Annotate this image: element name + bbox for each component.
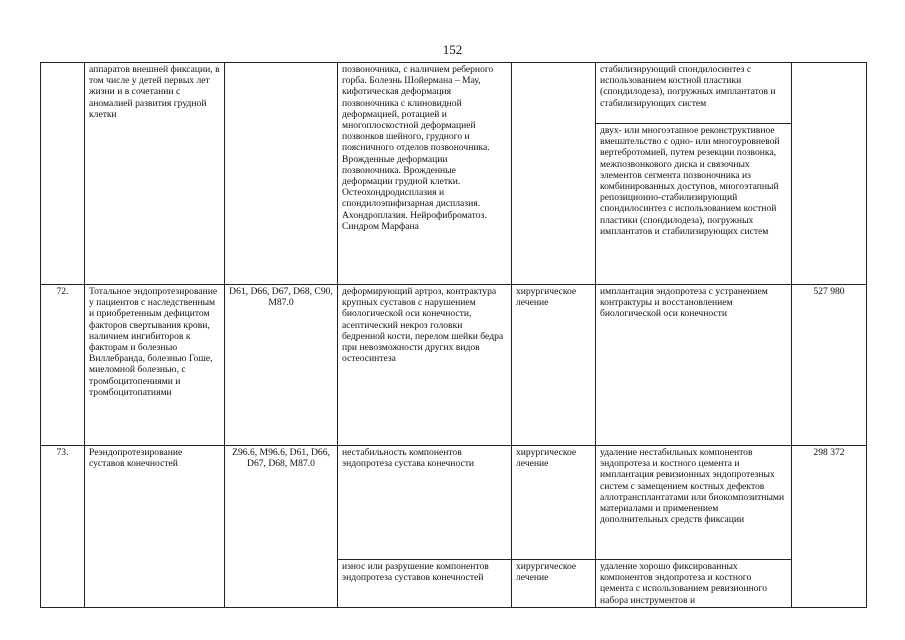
icd-codes-cell [225, 63, 338, 285]
icd-codes-cell: D61, D66, D67, D68, C90, M87.0 [225, 285, 338, 446]
patient-model-cell: нестабильность компонентов эндопротеза сустава конечности [338, 446, 512, 560]
table-row-72 [41, 285, 867, 446]
procedure-name-cell: аппаратов внешней фиксации, в том числе у детей первых лет жизни и в сочетании с аномалией развития грудной клетки [85, 63, 225, 285]
treatment-type-cell: хирургическое лечение [512, 446, 596, 560]
table-row-73 [41, 446, 867, 560]
price-cell [792, 63, 867, 285]
row-number-cell [41, 63, 85, 285]
treatment-method-cell: имплантация эндопротеза с устранением контрактуры и восстановлением биологической оси конечности [596, 285, 792, 446]
price-cell: 298 372 [792, 446, 867, 608]
row-number-cell: 73. [41, 446, 85, 608]
treatment-method-cell: двух- или многоэтапное реконструктивное вмешательство с одно- или многоуровневой вертебротомией, путем резекции позвонка, межпозвонкового диска и связочных элементов сегмента позвоночника из комбинированных доступов, многоэтапный репозиционно-стабилизирующий спондилосинтез с использованием костной пластики (спондилодеза), погружных имплантатов и стабилизирующих систем [596, 124, 792, 285]
price-cell: 527 980 [792, 285, 867, 446]
procedure-name-cell: Реэндопротезирование суставов конечностей [85, 446, 225, 608]
treatment-type-cell [512, 63, 596, 285]
treatment-method-cell: удаление нестабильных компонентов эндопротеза и костного цемента и имплантация ревизионных эндопротезных систем с замещением костных дефектов аллотрансплантатами или биокомпозитными материалами и применением дополнительных средств фиксации [596, 446, 792, 560]
treatment-type-cell: хирургическое лечение [512, 560, 596, 608]
treatment-method-cell: стабилизирующий спондилосинтез с использованием костной пластики (спондилодеза), погружных имплантатов и стабилизирующих систем [596, 63, 792, 124]
icd-codes-cell: Z96.6, M96.6, D61, D66, D67, D68, M87.0 [225, 446, 338, 608]
page-number: 152 [442, 42, 463, 57]
patient-model-cell: деформирующий артроз, контрактура крупных суставов с нарушением биологической оси конечности, асептический некроз головки бедренной кости, перелом шейки бедра при невозможности других видов остеосинтеза [338, 285, 512, 446]
procedures-table [40, 62, 867, 608]
row-number-cell: 72. [41, 285, 85, 446]
patient-model-cell: позвоночника, с наличием реберного горба. Болезнь Шойермана – Мау, кифотическая деформация позвоночника с клиновидной деформацией, ротацией и многоплоскостной деформацией позвонков шейного, грудного и поясничного отделов позвоночника. Врожденные деформации позвоночника. Врожденные деформации грудной клетки. Остеохондродисплазия и спондилоэпифизарная дисплазия. Ахондроплазия. Нейрофиброматоз. Синдром Марфана [338, 63, 512, 285]
treatment-type-cell: хирургическое лечение [512, 285, 596, 446]
table-row-continuation [41, 63, 867, 124]
procedure-name-cell: Тотальное эндопротезирование у пациентов с наследственным и приобретенным дефицитом факторов свертывания крови, наличием ингибиторов к факторам и болезнью Виллебранда, болезнью Гоше, миеломной болезнью, с тромбоцитопениями и тромбоцитопатиями [85, 285, 225, 446]
treatment-method-cell: удаление хорошо фиксированных компонентов эндопротеза и костного цемента с использованием ревизионного набора инструментов и [596, 560, 792, 608]
patient-model-cell: износ или разрушение компонентов эндопротеза суставов конечностей [338, 560, 512, 608]
